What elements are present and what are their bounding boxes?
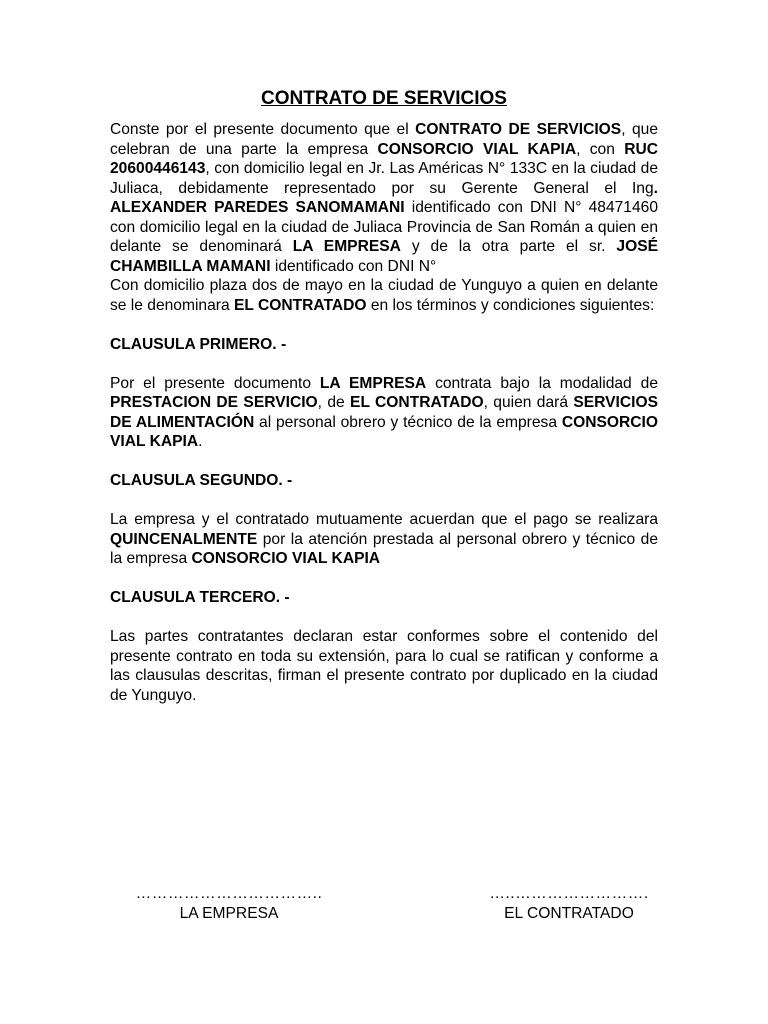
clause-text: por la atención prestada al personal obrero y técnico de la empresa — [110, 530, 658, 567]
intro-text: identificado con DNI N° 48471460 con domicilio legal en la ciudad de Juliaca Provincia de San Román a quien en delante se denominará — [110, 199, 659, 255]
clause-text: Por el presente documento — [110, 374, 320, 392]
signature-label: LA EMPRESA — [179, 905, 279, 922]
intro-text: y de la otra parte el sr. — [400, 238, 617, 255]
intro-text: Conste por el presente documento que el — [110, 121, 416, 138]
signature-contractor — [474, 884, 664, 924]
party-company-label: LA EMPRESA — [292, 238, 401, 255]
intro-text: , que celebran de una parte la empresa — [110, 121, 659, 158]
document-title: CONTRATO DE SERVICIOS — [261, 88, 507, 109]
manager-name: . ALEXANDER PAREDES SANOMAMANI — [110, 179, 658, 216]
intro-text: en los términos y condiciones siguientes: — [366, 296, 655, 314]
clause-bold: PRESTACION DE SERVICIO — [110, 394, 318, 411]
signature-line: …………………………….. — [135, 885, 323, 902]
contract-type: CONTRATO DE SERVICIOS — [415, 121, 622, 138]
clause-3-text: Las partes contratantes declaran estar conformes sobre el contenido del presente contrato en toda su extensión, para lo cual se ratifican y conforme a las clausulas descritas, firman el presente contrato por duplicado en la ciudad de Yunguyo. — [110, 628, 658, 704]
company-ruc: RUC 20600446143 — [110, 140, 659, 177]
intro-text: , con — [576, 140, 625, 158]
contract-document — [110, 86, 658, 705]
clause-2-text — [110, 510, 658, 569]
intro-paragraph — [110, 120, 658, 276]
signature-line: …..……………………. — [489, 885, 649, 902]
clause-text: contrata bajo la modalidad de — [426, 374, 658, 392]
clause-text: al personal obrero y técnico de la empresa — [254, 413, 562, 431]
clause-bold: CONSORCIO VIAL KAPIA — [110, 413, 658, 450]
clause-3-heading: CLAUSULA TERCERO. - — [110, 589, 290, 606]
signature-company — [122, 884, 336, 924]
clause-bold: LA EMPRESA — [319, 374, 427, 392]
clause-text: , de — [317, 394, 351, 411]
company-name: CONSORCIO VIAL KAPIA — [377, 140, 577, 158]
clause-bold: SERVICIOS DE ALIMENTACIÓN — [110, 394, 658, 431]
clause-text: , quien dará — [483, 394, 574, 411]
clause-2-heading: CLAUSULA SEGUNDO. - — [110, 472, 293, 489]
signature-label: EL CONTRATADO — [504, 905, 634, 922]
clause-text: . — [198, 433, 203, 450]
contractor-name: JOSÉ CHAMBILLA MAMANI — [110, 238, 659, 275]
clause-bold: EL CONTRATADO — [350, 394, 484, 411]
party-contractor-label: EL CONTRATADO — [233, 296, 367, 314]
clause-text: La empresa y el contratado mutuamente acuerdan que el pago se realizara — [110, 511, 658, 528]
intro-paragraph-2 — [110, 276, 658, 315]
clause-bold: CONSORCIO VIAL KAPIA — [191, 550, 381, 567]
clause-1-text — [110, 374, 658, 452]
clause-bold: QUINCENALMENTE — [110, 530, 258, 548]
intro-text: , con domicilio legal en Jr. Las Américas N° 133C en la ciudad de Juliaca, debidamente representado por su Gerente General el Ing — [110, 160, 658, 197]
intro-text: identificado con DNI N° — [270, 257, 437, 275]
clause-1-heading: CLAUSULA PRIMERO. - — [110, 335, 287, 353]
intro-text: Con domicilio plaza dos de mayo en la ciudad de Yunguyo a quien en delante se le denominara — [110, 277, 658, 314]
